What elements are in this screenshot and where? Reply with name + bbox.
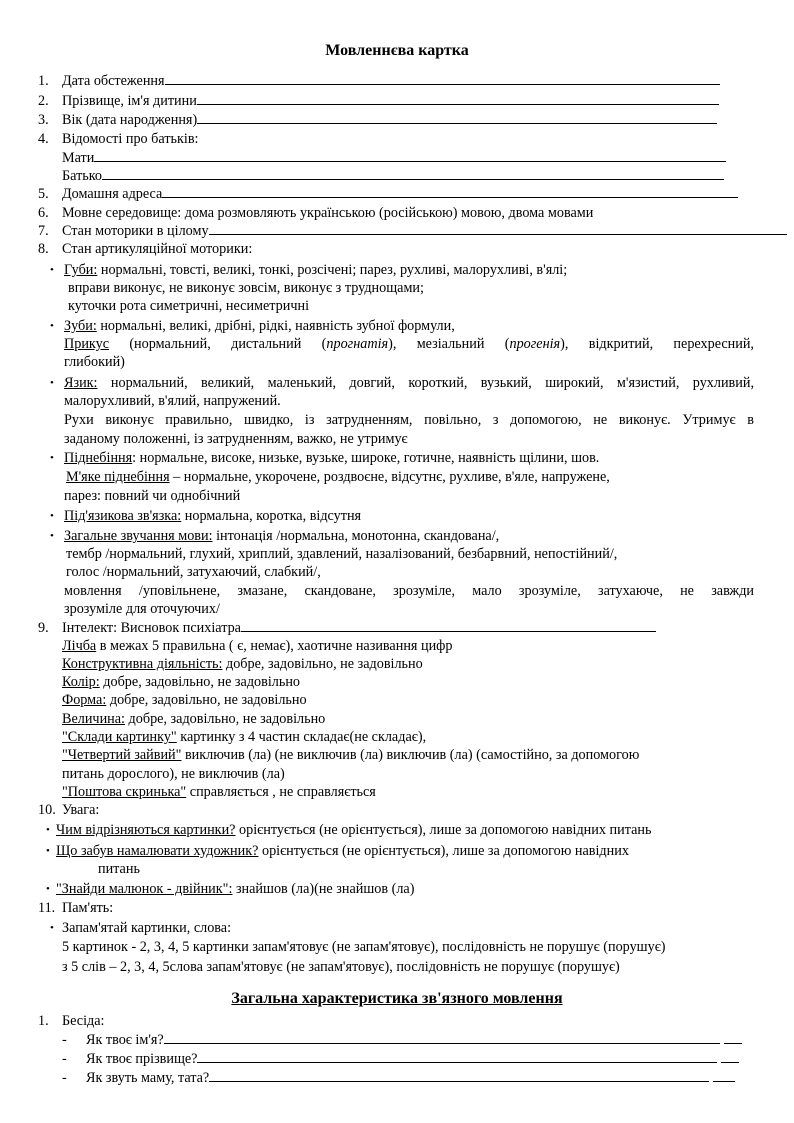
artist-forgot-label: Що забув намалювати художник? [56, 843, 259, 859]
soft-palate-line-2: парез: повний чи однобічний [64, 488, 241, 504]
item-intellect [38, 619, 656, 637]
color-label: Колір: [62, 674, 100, 690]
item-number: 2. [38, 93, 49, 109]
mailbox-label: "Поштова скринька" [62, 784, 187, 800]
construct-line [62, 655, 423, 673]
question-parents-text: Як звуть маму, тата? [86, 1070, 210, 1086]
lips-line-3: куточки рота симетричні, несиметричні [68, 298, 310, 314]
bite-text-d: прогенія [509, 336, 561, 352]
question-surname-text: Як твоє прізвище? [86, 1051, 198, 1067]
address-field[interactable] [162, 185, 738, 198]
section-title-text: Загальна характеристика зв'язного мовлення [231, 990, 563, 1007]
voice-line-4: мовлення /уповільнене, змазане, скандоване, зрозуміле, мало зрозуміле, затухаюче, не завжди [64, 583, 754, 599]
bite-text-b: прогнатія [326, 336, 389, 352]
bullet-icon: • [46, 824, 50, 836]
psychiatrist-field-b[interactable] [449, 619, 656, 632]
answer-name-field-b[interactable] [724, 1031, 742, 1044]
differences-text: орієнтується (не орієнтується), лише за допомогою навідних питань [235, 822, 652, 838]
form-line [62, 691, 307, 709]
bite-text-a: (нормальний, дистальний ( [109, 336, 327, 352]
item-parents [38, 130, 198, 148]
find-twin-label: "Знайди малюнок - двійник": [56, 881, 233, 897]
answer-surname-field-b[interactable] [721, 1050, 739, 1063]
odd-one-out-text: виключив (ла) (не виключив (ла) виключив (ла) (самостійно, за допомогою [181, 747, 640, 763]
answer-parents-field-a[interactable] [209, 1069, 709, 1082]
item-label: Стан моторики в цілому [62, 223, 209, 239]
item-number: 11. [38, 900, 56, 916]
item-number: 4. [38, 131, 49, 147]
puzzle-line [62, 728, 426, 746]
differences-line [56, 821, 651, 839]
item-number: 10. [38, 802, 56, 818]
item-number: 1. [38, 73, 49, 89]
tongue-line-2: малорухливий, в'ялий, напружений. [64, 393, 281, 409]
question-name-text: Як твоє ім'я? [86, 1032, 164, 1048]
dash: - [62, 1051, 67, 1067]
voice-line [64, 527, 499, 545]
form-label: Форма: [62, 692, 107, 708]
bullet-icon: • [50, 320, 54, 332]
mother-label: Мати [62, 150, 95, 166]
answer-surname-field-a[interactable] [197, 1050, 717, 1063]
item-motor [38, 222, 787, 240]
dash: - [62, 1032, 67, 1048]
palate-line [64, 449, 599, 467]
item-address [38, 185, 738, 203]
lips-text: нормальні, товсті, великі, тонкі, розсічені; парез, рухливі, малорухливі, в'ялі; [97, 262, 568, 278]
bite-label: Прикус [64, 336, 110, 352]
item-number: 6. [38, 205, 49, 221]
puzzle-text: картинку з 4 частин складає(не складає), [176, 729, 427, 745]
psychiatrist-field-a[interactable] [241, 619, 449, 632]
bite-line [64, 335, 754, 353]
item-label: Мовне середовище: дома розмовляють українською (російською) мовою, двома мовами [62, 205, 594, 221]
find-twin-text: знайшов (ла)(не знайшов (ла) [232, 881, 415, 897]
frenum-label: Під'язикова зв'язка: [64, 508, 182, 524]
memory-line-1: Запам'ятай картинки, слова: [62, 920, 232, 936]
father-label: Батько [62, 168, 103, 184]
page-title: Мовленнєва картка [325, 42, 469, 59]
lips-label: Губи: [64, 262, 98, 278]
item-number: 8. [38, 241, 49, 257]
odd-one-out-line [62, 746, 639, 764]
voice-line-3: голос /нормальний, затухаючий, слабкий/, [66, 564, 321, 580]
voice-line-5: зрозуміле для оточуючих/ [64, 601, 220, 617]
odd-one-out-line-2: питань дорослого), не виключив (ла) [62, 766, 285, 782]
item-label: Інтелект: Висновок психіатра [62, 620, 241, 636]
question-parents [62, 1069, 735, 1087]
item-number: 3. [38, 112, 49, 128]
palate-label: Піднебіння [64, 450, 133, 466]
bullet-icon: • [46, 845, 50, 857]
odd-one-out-label: "Четвертий зайвий" [62, 747, 182, 763]
count-text: в межах 5 правильна ( є, немає), хаотичне називання цифр [96, 638, 453, 654]
artist-forgot-text: орієнтується (не орієнтується), лише за допомогою навідних [258, 843, 629, 859]
artist-forgot-line [56, 842, 629, 860]
bullet-icon: • [50, 922, 54, 934]
soft-palate-label: М'яке піднебіння [66, 469, 170, 485]
item-label: Пам'ять: [62, 900, 114, 916]
color-text: добре, задовільно, не задовільно [99, 674, 301, 690]
form-text: добре, задовільно, не задовільно [106, 692, 307, 708]
puzzle-label: "Склади картинку" [62, 729, 177, 745]
color-line [62, 673, 300, 691]
bite-text-e: ), відкритий, перехресний, [560, 336, 754, 352]
question-name [62, 1031, 742, 1049]
mailbox-text: справляється , не справляється [186, 784, 376, 800]
bite-text-c: ), мезіальний ( [388, 336, 510, 352]
item-label: Увага: [62, 802, 100, 818]
item-label: Бесіда: [62, 1013, 105, 1029]
tongue-line-4: заданому положенні, із затрудненням, важко, не утримує [64, 431, 408, 447]
size-label: Величина: [62, 711, 125, 727]
item-label: Вік (дата народження) [62, 112, 198, 128]
soft-palate-line [66, 468, 610, 486]
voice-text: інтонація /нормальна, монотонна, скандована/, [212, 528, 500, 544]
tongue-label: Язик: [64, 375, 98, 391]
item-label: Відомості про батьків: [62, 131, 199, 147]
item-exam-date [38, 72, 720, 90]
size-text: добре, задовільно, не задовільно [125, 711, 326, 727]
item-number: 7. [38, 223, 49, 239]
question-surname [62, 1050, 739, 1068]
item-child-name [38, 92, 719, 110]
exam-date-field[interactable] [165, 72, 720, 85]
voice-line-2: тембр /нормальний, глухий, хриплий, здавлений, назалізований, безбарвний, непостійний/, [66, 546, 618, 562]
mother-line [62, 149, 726, 167]
answer-parents-field-b[interactable] [713, 1069, 735, 1082]
frenum-text: нормальна, коротка, відсутня [181, 508, 362, 524]
item-age [38, 111, 717, 129]
mailbox-line [62, 783, 376, 801]
bullet-icon: • [50, 452, 54, 464]
father-field[interactable] [102, 167, 724, 180]
size-line [62, 710, 325, 728]
count-line [62, 637, 452, 655]
artist-forgot-line-2: питань [98, 861, 140, 877]
item-attention [38, 801, 99, 819]
differences-label: Чим відрізняються картинки? [56, 822, 236, 838]
child-name-field[interactable] [197, 92, 719, 105]
lips-line-2: вправи виконує, не виконує зовсім, виконує з труднощами; [68, 280, 424, 296]
bullet-icon: • [50, 377, 54, 389]
item-memory [38, 899, 113, 917]
count-label: Лічба [62, 638, 97, 654]
bite-line-2: глибокий) [64, 354, 125, 370]
bullet-icon: • [50, 530, 54, 542]
soft-palate-text: – нормальне, укорочене, роздвоєне, відсутнє, рухливе, в'яле, напружене, [169, 469, 610, 485]
section-title [0, 990, 794, 1008]
lips-line [64, 261, 567, 279]
frenum-line [64, 507, 361, 525]
item-conversation [38, 1012, 105, 1030]
dash: - [62, 1070, 67, 1086]
item-label: Домашня адреса [62, 186, 163, 202]
tongue-line-3: Рухи виконує правильно, швидко, із затрудненням, повільно, з допомогою, не виконує. Утримує в [64, 412, 754, 428]
item-label: Дата обстеження [62, 73, 165, 89]
mother-field[interactable] [94, 149, 726, 162]
construct-label: Конструктивна діяльність: [62, 656, 223, 672]
age-field[interactable] [197, 111, 717, 124]
bullet-icon: • [50, 510, 54, 522]
teeth-label: Зуби: [64, 318, 97, 334]
item-number: 5. [38, 186, 49, 202]
bullet-icon: • [50, 264, 54, 276]
teeth-line [64, 317, 455, 335]
find-twin-line [56, 880, 414, 898]
motor-field[interactable] [209, 222, 787, 235]
construct-text: добре, задовільно, не задовільно [222, 656, 423, 672]
palate-text: : нормальне, високе, низьке, вузьке, широке, готичне, наявність щілини, шов. [132, 450, 600, 466]
tongue-text: нормальний, великий, маленький, довгий, короткий, вузький, широкий, м'язистий, рухливий, [97, 375, 754, 391]
tongue-line [64, 374, 754, 392]
item-number: 9. [38, 620, 49, 636]
item-label: Стан артикуляційної моторики: [62, 241, 253, 257]
memory-line-3: з 5 слів – 2, 3, 4, 5слова запам'ятовує (не запам'ятовує), послідовність не порушує (порушує) [62, 959, 620, 975]
memory-line-2: 5 картинок - 2, 3, 4, 5 картинки запам'ятовує (не запам'ятовує), послідовність не порушує (порушує) [62, 939, 666, 955]
item-label: Прізвище, ім'я дитини [62, 93, 197, 109]
teeth-text: нормальні, великі, дрібні, рідкі, наявність зубної формули, [96, 318, 455, 334]
item-articulation [38, 240, 252, 258]
father-line [62, 167, 724, 185]
bullet-icon: • [46, 883, 50, 895]
item-language-env [38, 204, 593, 222]
voice-label: Загальне звучання мови: [64, 528, 213, 544]
item-number: 1. [38, 1013, 49, 1029]
answer-name-field-a[interactable] [164, 1031, 720, 1044]
